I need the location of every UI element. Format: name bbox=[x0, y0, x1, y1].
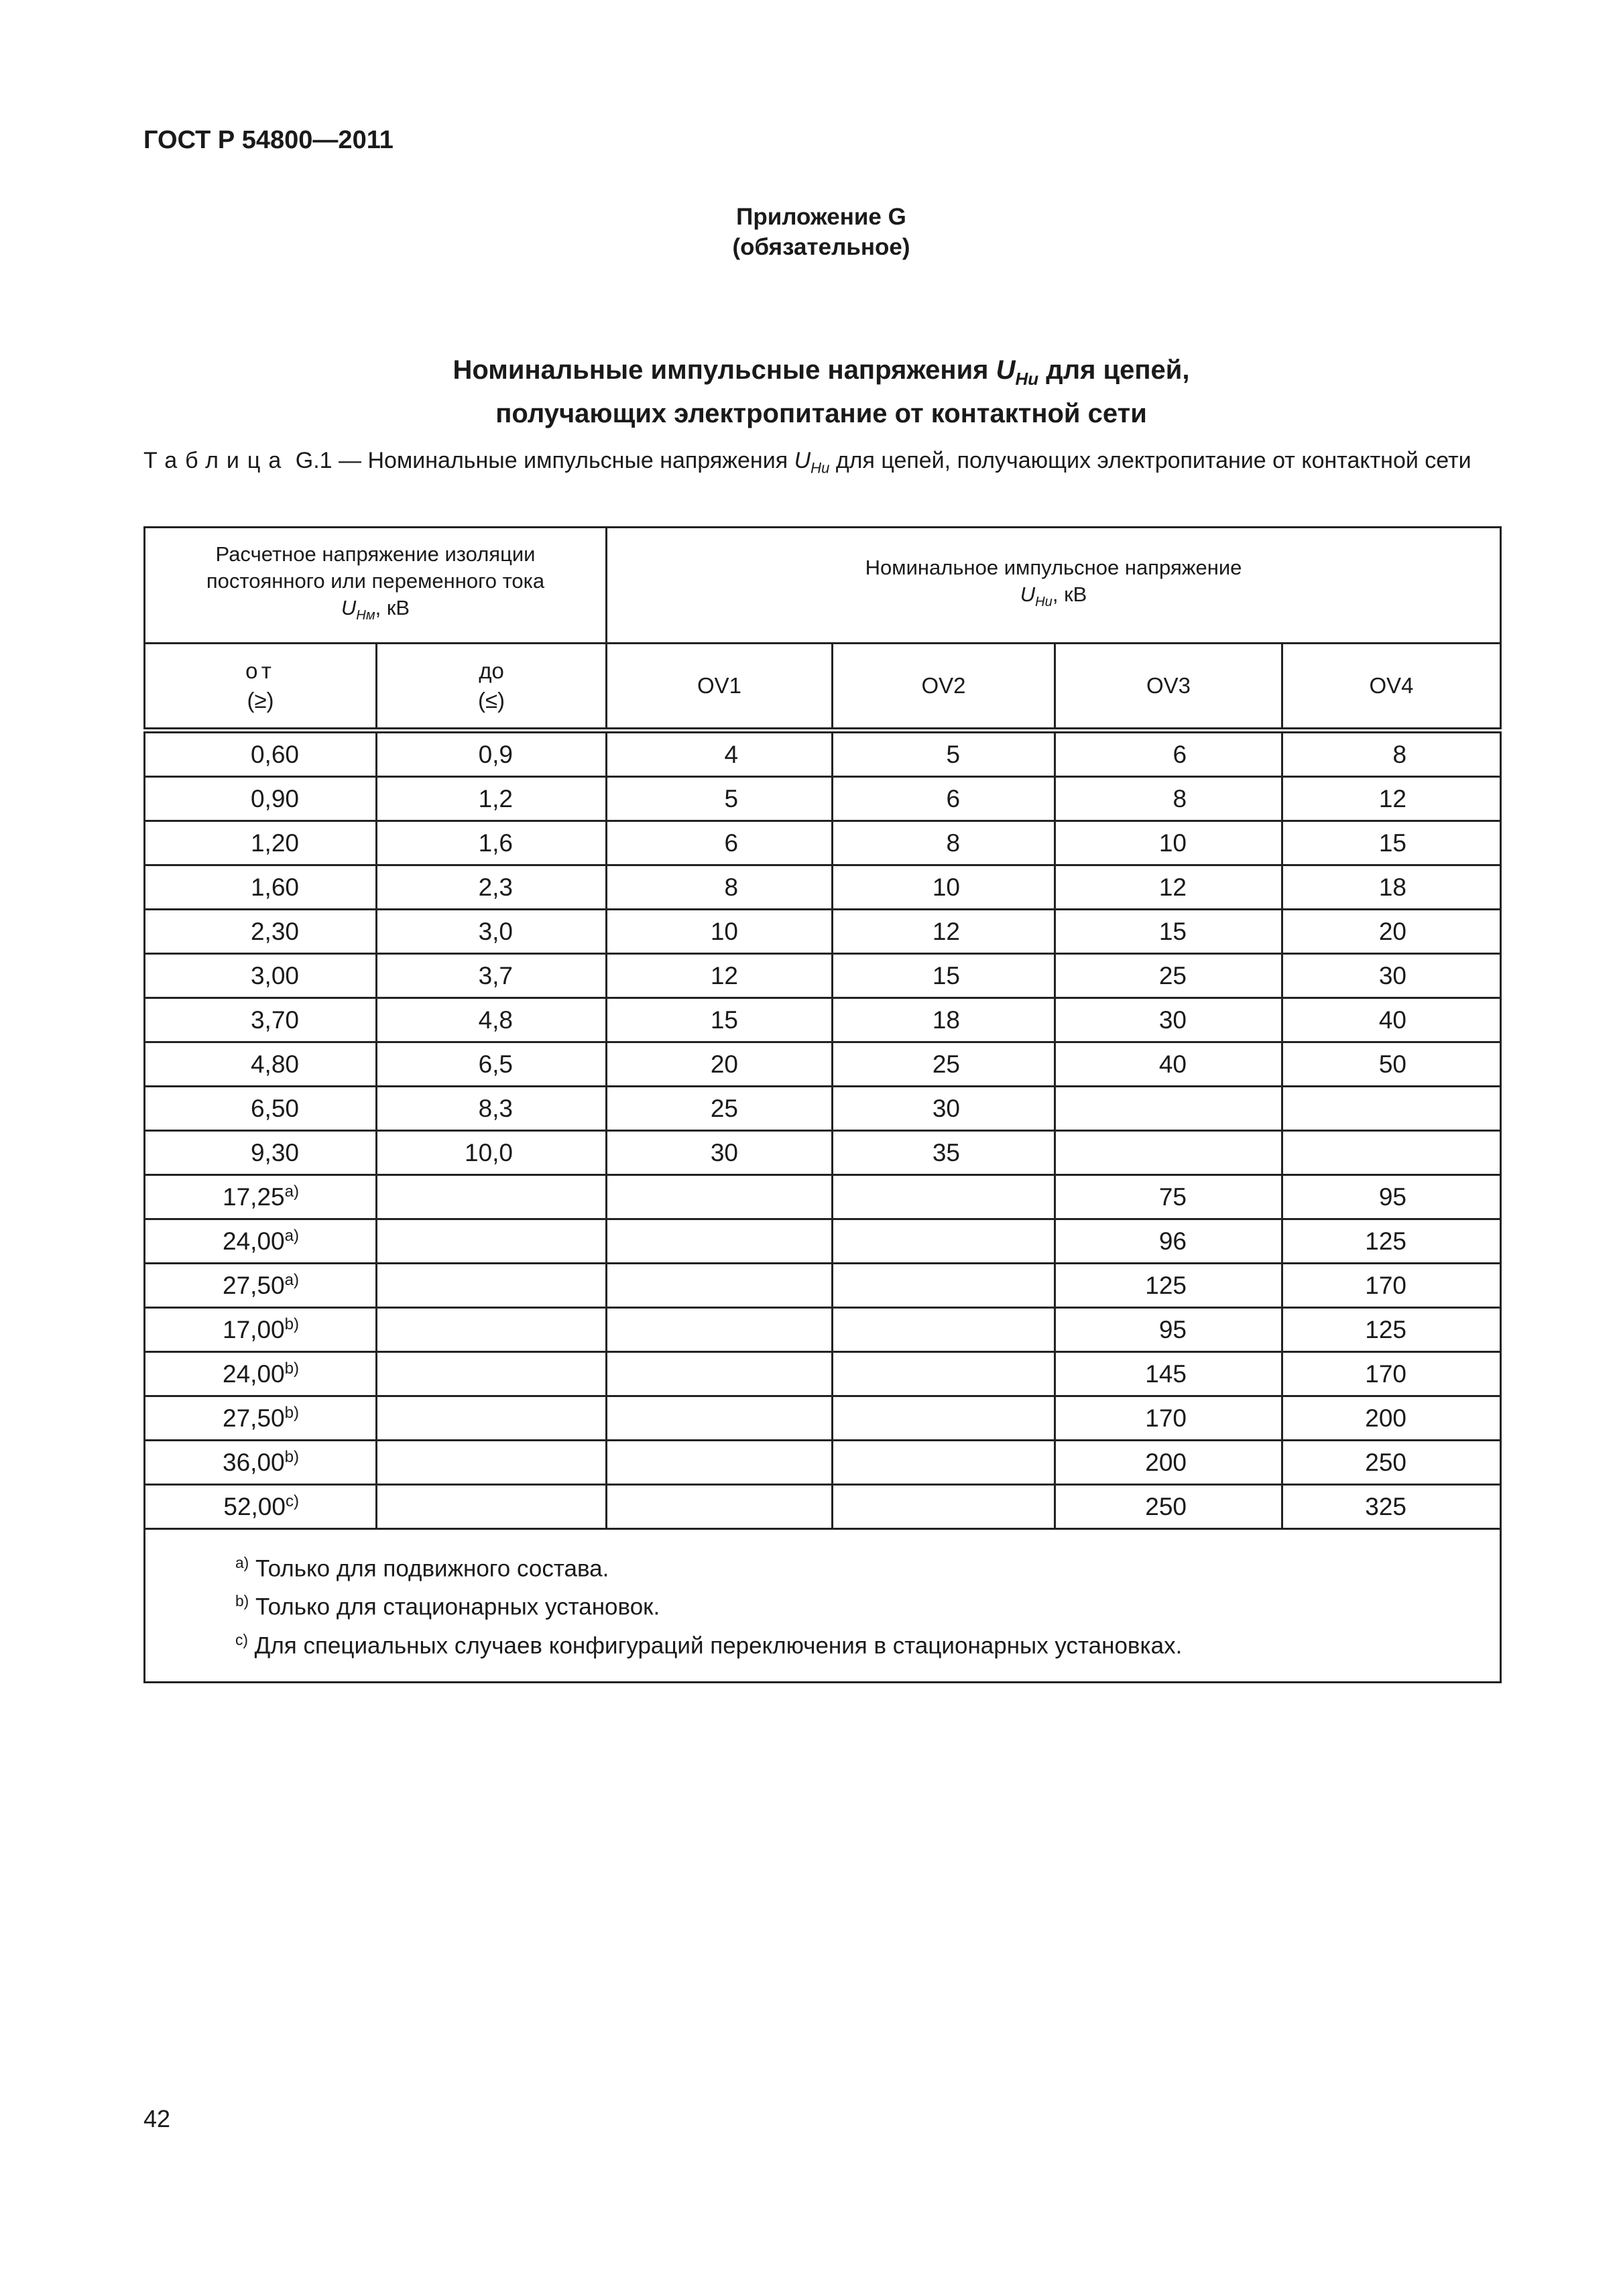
cell-ov2 bbox=[833, 1485, 1055, 1529]
cell-ov2 bbox=[833, 910, 1055, 954]
cell-ov4-value: 125 bbox=[1365, 1227, 1407, 1255]
cell-ov1-value: 5 bbox=[724, 784, 739, 812]
cell-to bbox=[377, 777, 607, 821]
cell-from bbox=[145, 1219, 377, 1264]
cell-from bbox=[145, 910, 377, 954]
cell-from-value: 1,60 bbox=[250, 873, 299, 901]
header-right-symbol-letter: U bbox=[1020, 583, 1036, 607]
cell-ov4 bbox=[1282, 1396, 1501, 1441]
cell-to-value: 6,5 bbox=[478, 1050, 514, 1078]
cell-ov4-value: 40 bbox=[1378, 1006, 1407, 1034]
cell-ov1 bbox=[607, 777, 833, 821]
cell-ov4-value: 15 bbox=[1378, 829, 1407, 857]
cell-ov4-value: 325 bbox=[1365, 1492, 1407, 1520]
cell-to bbox=[377, 1352, 607, 1396]
caption-table-word: Таблица bbox=[143, 448, 290, 473]
cell-ov4-value: 170 bbox=[1365, 1271, 1407, 1299]
cell-from-value: 52,00 bbox=[223, 1493, 286, 1521]
cell-ov4 bbox=[1282, 1308, 1501, 1352]
cell-ov2 bbox=[833, 1219, 1055, 1264]
heading-symbol-letter: U bbox=[996, 355, 1016, 385]
cell-to-value: 2,3 bbox=[478, 873, 514, 901]
cell-ov3-value: 12 bbox=[1158, 873, 1187, 901]
cell-ov1 bbox=[607, 1441, 833, 1485]
table-row bbox=[145, 1485, 1501, 1529]
cell-ov4 bbox=[1282, 821, 1501, 865]
cell-ov2-value: 12 bbox=[932, 917, 961, 945]
cell-from bbox=[145, 954, 377, 998]
cell-ov1 bbox=[607, 1485, 833, 1529]
cell-from-value: 17,00 bbox=[223, 1316, 285, 1344]
cell-ov3 bbox=[1055, 1485, 1282, 1529]
cell-ov4-value: 12 bbox=[1378, 784, 1407, 812]
cell-ov4 bbox=[1282, 998, 1501, 1042]
cell-from-value: 17,25 bbox=[223, 1183, 285, 1211]
cell-ov3-value: 145 bbox=[1145, 1360, 1187, 1388]
footnote-mark: b) bbox=[284, 1447, 299, 1466]
cell-to-value: 1,6 bbox=[478, 829, 514, 857]
cell-ov3 bbox=[1055, 821, 1282, 865]
cell-from bbox=[145, 1264, 377, 1308]
header-to-label: до bbox=[479, 658, 504, 683]
notes-row bbox=[145, 1529, 1501, 1683]
table-notes bbox=[145, 1529, 1501, 1683]
cell-ov4-value: 125 bbox=[1365, 1315, 1407, 1343]
cell-ov4-value: 20 bbox=[1378, 917, 1407, 945]
cell-ov3 bbox=[1055, 731, 1282, 777]
table-row bbox=[145, 1352, 1501, 1396]
footnote-mark: b) bbox=[284, 1315, 299, 1333]
table-row bbox=[145, 821, 1501, 865]
note-a bbox=[235, 1547, 1500, 1585]
cell-from-value: 24,00 bbox=[223, 1360, 285, 1388]
cell-to bbox=[377, 1396, 607, 1441]
cell-from bbox=[145, 998, 377, 1042]
table-row bbox=[145, 1308, 1501, 1352]
cell-ov1-value: 4 bbox=[724, 740, 739, 768]
header-right-line1: Номинальное импульсное напряжение bbox=[865, 556, 1242, 580]
cell-to-value: 4,8 bbox=[478, 1006, 514, 1034]
cell-to bbox=[377, 1264, 607, 1308]
cell-ov1 bbox=[607, 1264, 833, 1308]
cell-ov3-value: 75 bbox=[1158, 1183, 1187, 1211]
cell-ov1-value: 25 bbox=[710, 1094, 739, 1122]
cell-ov1 bbox=[607, 1352, 833, 1396]
header-to-sign: (≤) bbox=[477, 688, 505, 713]
cell-ov1 bbox=[607, 1219, 833, 1264]
table-row bbox=[145, 777, 1501, 821]
header-left-symbol bbox=[341, 596, 375, 623]
cell-ov3 bbox=[1055, 1352, 1282, 1396]
cell-ov1 bbox=[607, 910, 833, 954]
cell-ov4-value: 95 bbox=[1378, 1183, 1407, 1211]
cell-from-value: 0,60 bbox=[250, 740, 299, 768]
cell-from-value: 36,00 bbox=[223, 1449, 285, 1477]
footnote-mark: a) bbox=[284, 1182, 299, 1201]
cell-ov1-value: 15 bbox=[710, 1006, 739, 1034]
cell-ov1 bbox=[607, 1396, 833, 1441]
cell-from-value: 9,30 bbox=[250, 1138, 299, 1166]
cell-ov1-value: 8 bbox=[724, 873, 739, 901]
cell-ov4 bbox=[1282, 865, 1501, 910]
heading-text: Номинальные импульсные напряжения bbox=[453, 355, 996, 385]
cell-ov2-value: 25 bbox=[932, 1050, 961, 1078]
header-row-1 bbox=[145, 528, 1501, 644]
cell-ov2 bbox=[833, 821, 1055, 865]
cell-ov3-value: 170 bbox=[1145, 1404, 1187, 1432]
cell-ov4 bbox=[1282, 1131, 1501, 1175]
cell-to bbox=[377, 1485, 607, 1529]
cell-to bbox=[377, 954, 607, 998]
cell-ov4-value: 250 bbox=[1365, 1448, 1407, 1476]
table-row bbox=[145, 998, 1501, 1042]
header-ov2: OV2 bbox=[833, 644, 1055, 731]
cell-ov3 bbox=[1055, 1396, 1282, 1441]
cell-ov2 bbox=[833, 1441, 1055, 1485]
cell-ov2-value: 6 bbox=[946, 784, 961, 812]
section-heading bbox=[0, 353, 1623, 431]
cell-from-value: 0,90 bbox=[250, 784, 299, 812]
cell-ov3-value: 125 bbox=[1145, 1271, 1187, 1299]
cell-ov2 bbox=[833, 1175, 1055, 1219]
header-row-2 bbox=[145, 644, 1501, 731]
page-number: 42 bbox=[143, 2105, 171, 2132]
cell-ov1-value: 30 bbox=[710, 1138, 739, 1166]
cell-to bbox=[377, 910, 607, 954]
cell-from bbox=[145, 1131, 377, 1175]
header-left-unit: , кВ bbox=[375, 596, 410, 620]
cell-ov4-value: 18 bbox=[1378, 873, 1407, 901]
cell-ov3 bbox=[1055, 1219, 1282, 1264]
cell-from-value: 2,30 bbox=[250, 917, 299, 945]
cell-ov4 bbox=[1282, 1264, 1501, 1308]
cell-ov2 bbox=[833, 731, 1055, 777]
header-ov3: OV3 bbox=[1055, 644, 1282, 731]
header-left-symbol-line bbox=[145, 595, 605, 629]
cell-ov1 bbox=[607, 821, 833, 865]
header-right-symbol-line bbox=[607, 581, 1500, 615]
cell-ov2 bbox=[833, 1352, 1055, 1396]
cell-ov3 bbox=[1055, 777, 1282, 821]
cell-from bbox=[145, 777, 377, 821]
cell-ov1-value: 12 bbox=[710, 961, 739, 989]
cell-ov1 bbox=[607, 865, 833, 910]
cell-to bbox=[377, 1087, 607, 1131]
cell-ov2-value: 30 bbox=[932, 1094, 961, 1122]
cell-ov3-value: 6 bbox=[1173, 740, 1187, 768]
annex-status: (обязательное) bbox=[732, 234, 910, 260]
note-c-mark: c) bbox=[235, 1630, 248, 1648]
annex-title: Приложение G bbox=[736, 204, 906, 230]
cell-from-value: 3,00 bbox=[250, 961, 299, 989]
footnote-mark: a) bbox=[284, 1270, 299, 1289]
cell-to-value: 8,3 bbox=[478, 1094, 514, 1122]
cell-to bbox=[377, 1042, 607, 1087]
table-row bbox=[145, 731, 1501, 777]
note-c bbox=[235, 1624, 1500, 1663]
cell-ov4 bbox=[1282, 731, 1501, 777]
table-row bbox=[145, 1264, 1501, 1308]
cell-ov1 bbox=[607, 954, 833, 998]
cell-ov4 bbox=[1282, 1219, 1501, 1264]
cell-ov1 bbox=[607, 998, 833, 1042]
cell-ov2 bbox=[833, 954, 1055, 998]
cell-from bbox=[145, 1352, 377, 1396]
cell-ov4 bbox=[1282, 1485, 1501, 1529]
cell-to bbox=[377, 1308, 607, 1352]
cell-ov3 bbox=[1055, 1175, 1282, 1219]
cell-ov2-value: 18 bbox=[932, 1006, 961, 1034]
cell-to-value: 3,0 bbox=[478, 917, 514, 945]
cell-from bbox=[145, 1396, 377, 1441]
cell-ov2 bbox=[833, 1131, 1055, 1175]
cell-ov4-value: 30 bbox=[1378, 961, 1407, 989]
footnote-mark: a) bbox=[284, 1226, 299, 1245]
heading-symbol-sub: Ни bbox=[1015, 369, 1039, 389]
cell-ov4 bbox=[1282, 1175, 1501, 1219]
cell-ov4-value: 8 bbox=[1392, 740, 1407, 768]
cell-ov2 bbox=[833, 865, 1055, 910]
cell-ov4 bbox=[1282, 910, 1501, 954]
heading-symbol bbox=[996, 355, 1039, 389]
header-right-unit: , кВ bbox=[1052, 583, 1087, 607]
note-a-mark: a) bbox=[235, 1553, 249, 1571]
cell-ov3 bbox=[1055, 1042, 1282, 1087]
table-row bbox=[145, 1219, 1501, 1264]
cell-to bbox=[377, 998, 607, 1042]
cell-ov3-value: 25 bbox=[1158, 961, 1187, 989]
cell-ov1 bbox=[607, 1087, 833, 1131]
table-caption bbox=[143, 445, 1500, 484]
cell-to bbox=[377, 1175, 607, 1219]
cell-to-value: 10,0 bbox=[465, 1138, 514, 1166]
cell-ov2-value: 8 bbox=[946, 829, 961, 857]
table-body bbox=[145, 731, 1501, 1529]
cell-ov3-value: 250 bbox=[1145, 1492, 1187, 1520]
cell-ov3-value: 30 bbox=[1158, 1006, 1187, 1034]
cell-ov2 bbox=[833, 1264, 1055, 1308]
cell-ov1 bbox=[607, 1308, 833, 1352]
cell-ov2 bbox=[833, 1042, 1055, 1087]
header-left-line1: Расчетное напряжение изоляции bbox=[215, 542, 536, 566]
document-code: ГОСТ Р 54800—2011 bbox=[143, 126, 394, 154]
cell-ov4 bbox=[1282, 1352, 1501, 1396]
header-left-symbol-sub: Нм bbox=[356, 608, 375, 623]
cell-ov2 bbox=[833, 1087, 1055, 1131]
footnote-mark: b) bbox=[284, 1403, 299, 1422]
cell-from-value: 24,00 bbox=[223, 1227, 285, 1256]
table-row bbox=[145, 1131, 1501, 1175]
cell-ov4 bbox=[1282, 777, 1501, 821]
cell-ov2 bbox=[833, 998, 1055, 1042]
cell-from bbox=[145, 865, 377, 910]
table-row bbox=[145, 1396, 1501, 1441]
cell-to-value: 3,7 bbox=[478, 961, 514, 989]
cell-from-value: 3,70 bbox=[250, 1006, 299, 1034]
cell-ov2 bbox=[833, 777, 1055, 821]
table-row bbox=[145, 954, 1501, 998]
header-impulse-voltage bbox=[607, 528, 1501, 644]
note-a-text: Только для подвижного состава. bbox=[249, 1555, 609, 1582]
cell-from-value: 6,50 bbox=[250, 1094, 299, 1122]
header-from-sign: (≥) bbox=[247, 688, 274, 713]
footnote-mark: b) bbox=[284, 1359, 299, 1378]
cell-ov1 bbox=[607, 1131, 833, 1175]
table-row bbox=[145, 1441, 1501, 1485]
cell-ov2 bbox=[833, 1396, 1055, 1441]
cell-from-value: 27,50 bbox=[223, 1272, 285, 1300]
cell-ov1 bbox=[607, 1042, 833, 1087]
header-from-label: от bbox=[245, 658, 276, 683]
cell-from-value: 27,50 bbox=[223, 1404, 285, 1433]
caption-text-end: для цепей, получающих электропитание от контактной сети bbox=[829, 448, 1471, 473]
cell-ov1-value: 6 bbox=[724, 829, 739, 857]
cell-ov3 bbox=[1055, 910, 1282, 954]
caption-symbol bbox=[794, 448, 830, 477]
cell-ov3-value: 95 bbox=[1158, 1315, 1187, 1343]
header-from bbox=[145, 644, 377, 731]
note-b-text: Только для стационарных установок. bbox=[249, 1593, 660, 1620]
header-insulation-voltage bbox=[145, 528, 607, 644]
cell-ov2-value: 5 bbox=[946, 740, 961, 768]
caption-text: G.1 — Номинальные импульсные напряжения bbox=[289, 448, 794, 473]
cell-from bbox=[145, 1175, 377, 1219]
cell-from bbox=[145, 1441, 377, 1485]
header-ov4: OV4 bbox=[1282, 644, 1501, 731]
cell-ov2-value: 10 bbox=[932, 873, 961, 901]
cell-to bbox=[377, 1131, 607, 1175]
cell-ov4-value: 50 bbox=[1378, 1050, 1407, 1078]
footnote-mark: c) bbox=[285, 1492, 299, 1510]
cell-ov4 bbox=[1282, 1441, 1501, 1485]
cell-ov2-value: 15 bbox=[932, 961, 961, 989]
cell-from bbox=[145, 1485, 377, 1529]
cell-ov1-value: 10 bbox=[710, 917, 739, 945]
voltage-table bbox=[143, 526, 1502, 1683]
table-row bbox=[145, 1042, 1501, 1087]
cell-to bbox=[377, 865, 607, 910]
table-row bbox=[145, 1087, 1501, 1131]
cell-ov4 bbox=[1282, 954, 1501, 998]
cell-from-value: 4,80 bbox=[250, 1050, 299, 1078]
cell-ov3-value: 96 bbox=[1158, 1227, 1187, 1255]
cell-ov3-value: 10 bbox=[1158, 829, 1187, 857]
cell-ov3 bbox=[1055, 1131, 1282, 1175]
header-left-symbol-letter: U bbox=[341, 596, 357, 620]
cell-ov1 bbox=[607, 1175, 833, 1219]
heading-line-2: получающих электропитание от контактной сети bbox=[495, 399, 1147, 429]
cell-ov1-value: 20 bbox=[710, 1050, 739, 1078]
cell-from bbox=[145, 731, 377, 777]
cell-ov1 bbox=[607, 731, 833, 777]
cell-from bbox=[145, 1042, 377, 1087]
note-b-mark: b) bbox=[235, 1592, 249, 1610]
cell-from bbox=[145, 821, 377, 865]
cell-ov3 bbox=[1055, 954, 1282, 998]
cell-ov3-value: 200 bbox=[1145, 1448, 1187, 1476]
heading-text-end: для цепей, bbox=[1038, 355, 1190, 385]
cell-ov3-value: 40 bbox=[1158, 1050, 1187, 1078]
note-b bbox=[235, 1585, 1500, 1624]
cell-ov4 bbox=[1282, 1042, 1501, 1087]
cell-ov4-value: 170 bbox=[1365, 1360, 1407, 1388]
caption-symbol-sub: Ни bbox=[810, 459, 830, 477]
cell-to-value: 1,2 bbox=[478, 784, 514, 812]
cell-to bbox=[377, 731, 607, 777]
cell-ov4 bbox=[1282, 1087, 1501, 1131]
cell-ov4-value: 200 bbox=[1365, 1404, 1407, 1432]
cell-to-value: 0,9 bbox=[478, 740, 514, 768]
cell-from bbox=[145, 1308, 377, 1352]
cell-ov2-value: 35 bbox=[932, 1138, 961, 1166]
cell-from bbox=[145, 1087, 377, 1131]
header-right-symbol-sub: Ни bbox=[1035, 595, 1053, 610]
cell-to bbox=[377, 821, 607, 865]
cell-to bbox=[377, 1219, 607, 1264]
header-right-symbol bbox=[1020, 583, 1053, 610]
header-ov1: OV1 bbox=[607, 644, 833, 731]
cell-to bbox=[377, 1441, 607, 1485]
heading-line-1 bbox=[0, 353, 1623, 396]
table-row bbox=[145, 865, 1501, 910]
cell-ov3 bbox=[1055, 865, 1282, 910]
cell-ov3 bbox=[1055, 998, 1282, 1042]
header-to bbox=[377, 644, 607, 731]
cell-ov3 bbox=[1055, 1087, 1282, 1131]
table-row bbox=[145, 910, 1501, 954]
table-row bbox=[145, 1175, 1501, 1219]
cell-ov3-value: 15 bbox=[1158, 917, 1187, 945]
header-left-line2: постоянного или переменного тока bbox=[206, 569, 545, 593]
cell-ov3 bbox=[1055, 1264, 1282, 1308]
cell-ov2 bbox=[833, 1308, 1055, 1352]
cell-ov3-value: 8 bbox=[1173, 784, 1187, 812]
note-c-text: Для специальных случаев конфигураций переключения в стационарных установках. bbox=[247, 1632, 1183, 1659]
caption-symbol-letter: U bbox=[794, 448, 811, 473]
cell-ov3 bbox=[1055, 1308, 1282, 1352]
cell-ov3 bbox=[1055, 1441, 1282, 1485]
cell-from-value: 1,20 bbox=[250, 829, 299, 857]
